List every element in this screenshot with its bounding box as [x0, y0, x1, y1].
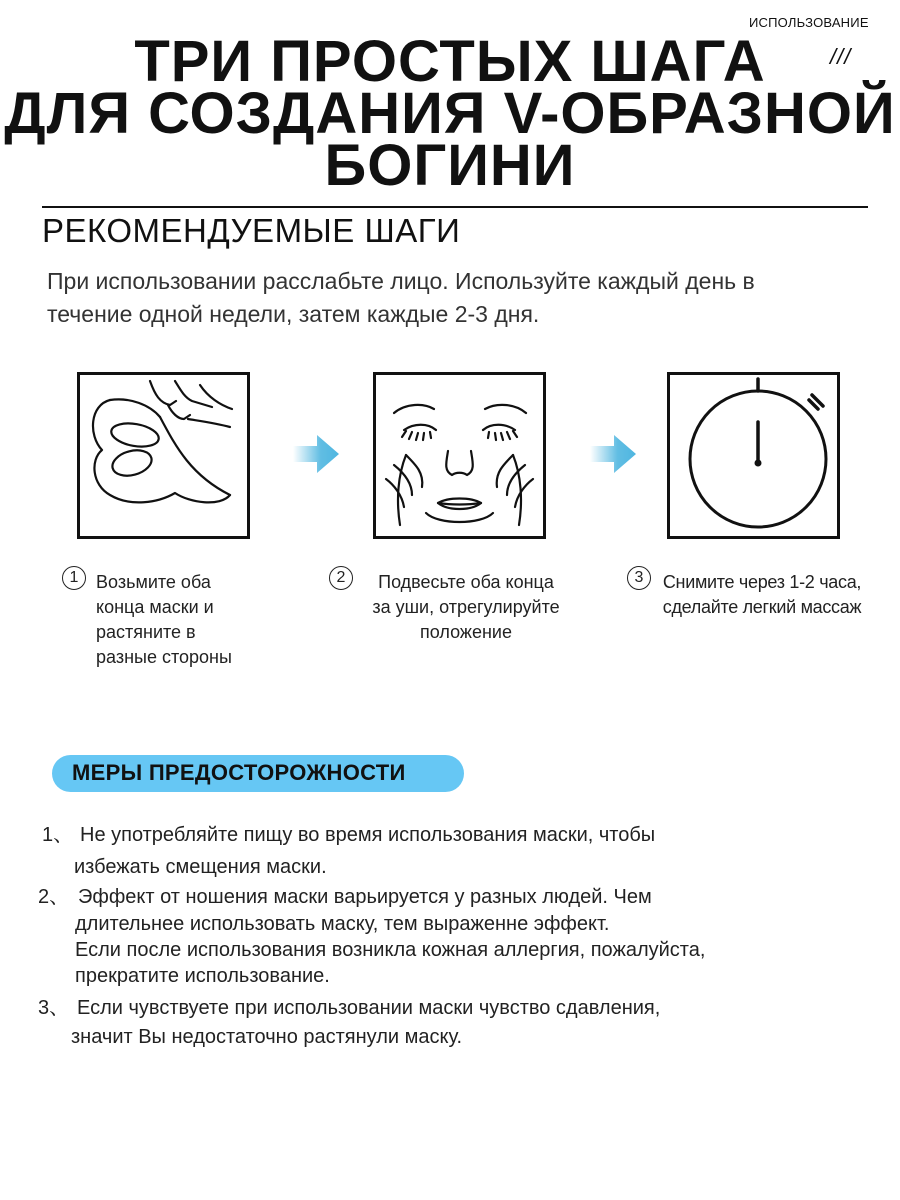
step-3-line-1: Снимите через 1-2 часа, [662, 572, 862, 592]
precaution-number: 1、 [42, 824, 74, 846]
mask-stretch-icon [77, 372, 250, 539]
decorative-slashes: /// [830, 44, 852, 69]
intro-text [47, 265, 877, 331]
precaution-item-1 [42, 822, 862, 878]
step-number-badge: 3 [627, 566, 651, 590]
page-title [0, 29, 900, 198]
precaution-number: 2、 [38, 886, 70, 908]
precaution-number: 3、 [38, 997, 70, 1019]
step-1-line-4: разные стороны [96, 647, 232, 667]
step-1-line-3: растяните в [96, 622, 196, 642]
precautions-heading [52, 755, 464, 792]
precaution-3-line-2: значит Вы недостаточно растянули маску. [71, 1026, 463, 1048]
precaution-item-2 [38, 884, 868, 994]
step-2-line-1: Подвесьте оба конца [378, 572, 554, 592]
step-number-badge: 2 [329, 566, 353, 590]
section-divider [42, 206, 868, 208]
usage-label: ИСПОЛЬЗОВАНИЕ [749, 15, 869, 30]
precautions-title: МЕРЫ ПРЕДОСТОРОЖНОСТИ [72, 760, 406, 785]
precaution-1-line-2: избежать смещения маски. [74, 856, 327, 878]
precaution-item-3 [38, 995, 868, 1055]
precaution-2-line-2: длительнее использовать маску, тем выраженне эффект. [75, 913, 610, 935]
title-line-1: ТРИ ПРОСТЫХ ШАГА [134, 29, 766, 94]
arrow-right-icon [590, 433, 638, 475]
title-line-2: ДЛЯ СОЗДАНИЯ V-ОБРАЗНОЙ [4, 81, 896, 146]
intro-line-2: течение одной недели, затем каждые 2-3 дня. [47, 301, 540, 327]
step-number-badge: 1 [62, 566, 86, 590]
precaution-1-line-1: Не употребляйте пищу во время использования маски, чтобы [80, 824, 656, 846]
step-1-line-2: конца маски и [96, 597, 214, 617]
face-hands-icon [373, 372, 546, 539]
stopwatch-icon [667, 372, 840, 539]
step-1-line-1: Возьмите оба [96, 572, 211, 592]
step-2-line-2: за уши, отрегулируйте [372, 597, 560, 617]
section-subtitle: РЕКОМЕНДУЕМЫЕ ШАГИ [42, 212, 461, 249]
step-3-line-2: сделайте легкий массаж [662, 597, 862, 617]
step-2-line-3: положение [420, 622, 512, 642]
title-line-3: БОГИНИ [324, 133, 576, 198]
precaution-2-line-1: Эффект от ношения маски варьируется у разных людей. Чем [78, 886, 652, 908]
intro-line-1: При использовании расслабьте лицо. Используйте каждый день в [47, 268, 755, 294]
arrow-right-icon [293, 433, 341, 475]
precaution-2-line-4: прекратите использование. [75, 965, 330, 987]
precaution-2-line-3: Если после использования возникла кожная аллергия, пожалуйста, [75, 939, 706, 961]
precaution-3-line-1: Если чувствуете при использовании маски чувство сдавления, [77, 997, 661, 1019]
